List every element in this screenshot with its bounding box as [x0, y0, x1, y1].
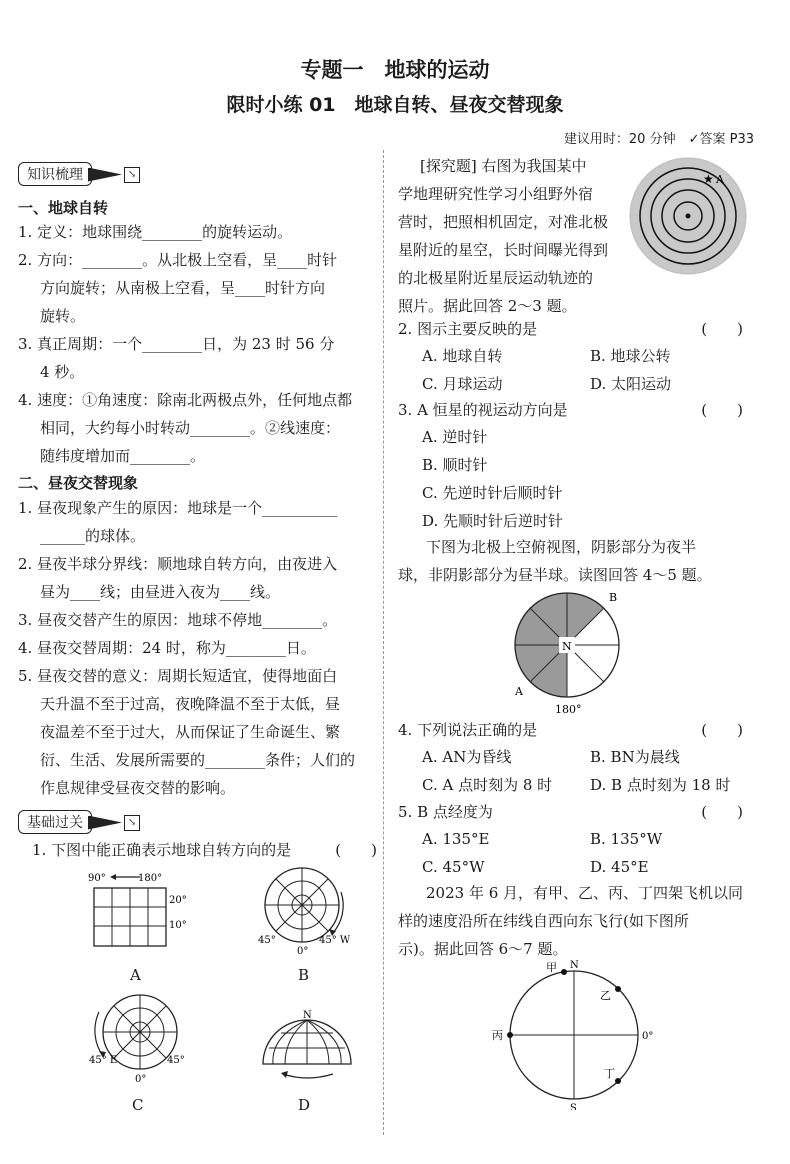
tag-label: 基础过关	[18, 810, 92, 834]
point-b-label: B	[609, 591, 618, 604]
item-meaning-5: 作息规律受昼夜交替的影响。	[40, 779, 236, 797]
plane-yi-label: 乙	[600, 989, 611, 1002]
star-icon: ★	[703, 172, 714, 186]
explore-intro	[398, 152, 628, 320]
plane-jia-label: 甲	[546, 961, 557, 974]
label-90: 90°	[88, 873, 106, 884]
pole-s-label: S	[570, 1103, 577, 1110]
explore-line-6: 照片。据此回答 2～3 题。	[398, 297, 577, 315]
star-trails-photo	[628, 152, 753, 280]
heading-rotation: 一、地球自转	[18, 199, 109, 217]
item-meaning-3: 夜温差不至于过大，从而保证了生命诞生、繁	[40, 723, 341, 741]
option: A. 逆时针	[422, 428, 488, 446]
label-45e: 45° E	[89, 1055, 118, 1066]
item-direction-3: 旋转。	[40, 307, 86, 325]
question-2	[398, 315, 743, 343]
option: D. 太阳运动	[590, 375, 672, 393]
item-speed-2: 相同，大约每小时转动________。②线速度：	[40, 419, 341, 437]
plane-bing-dot	[507, 1032, 513, 1038]
label-45: 45°	[258, 935, 276, 946]
arrowhead-icon	[281, 1071, 288, 1078]
answer-paren: ( )	[335, 841, 377, 859]
item-meaning-1: 5. 昼夜交替的意义：周期长短适宜，使得地面白	[18, 667, 338, 685]
passage-line-3: 示)。据此回答 6～7 题。	[398, 940, 568, 958]
section-tag-knowledge	[18, 162, 140, 186]
plane-jia-dot	[561, 969, 567, 975]
label-10: 10°	[169, 920, 187, 931]
option: A. 135°E	[422, 830, 490, 848]
label-n: N	[303, 1010, 312, 1021]
question-5-options	[422, 825, 772, 881]
passage-planes	[398, 879, 770, 963]
passage-line-2: 样的速度沿所在纬线自西向东飞行(如下图所	[398, 912, 689, 930]
answer-paren: ( )	[701, 803, 743, 821]
passage-polar-view	[398, 533, 768, 589]
option: D. B 点时刻为 18 时	[590, 776, 731, 794]
item-direction-2: 方向旋转；从南极上空看，呈____时针方向	[40, 279, 326, 297]
option: D. 先顺时针后逆时针	[422, 512, 564, 530]
figure-d-hemisphere	[255, 1008, 360, 1083]
heading-day-night: 二、昼夜交替现象	[18, 474, 139, 492]
page-subtitle: 限时小练 01 地球自转、昼夜交替现象	[226, 94, 564, 116]
item-speed-3: 随纬度增加而________。	[40, 447, 206, 465]
option: B. 135°W	[590, 830, 663, 848]
item-period-2: 4 秒。	[40, 363, 85, 381]
day-night-polar-diagram	[505, 588, 655, 718]
explore-line-2: 学地理研究性学习小组野外宿	[398, 185, 594, 203]
column-divider	[383, 150, 384, 1135]
plane-bing-label: 丙	[492, 1029, 503, 1042]
answer-paren: ( )	[701, 721, 743, 739]
option: A. 地球自转	[422, 347, 503, 365]
answer-paren: ( )	[701, 320, 743, 338]
option: A. AN为昏线	[422, 748, 512, 766]
passage-line-1: 下图为北极上空俯视图，阴影部分为夜半	[426, 538, 697, 556]
label-20: 20°	[169, 895, 187, 906]
item-meaning-4: 衍、生活、发展所需要的________条件；人们的	[40, 751, 356, 769]
question-4	[398, 716, 743, 744]
item-cause-1: 1. 昼夜现象产生的原因：地球是一个__________	[18, 499, 338, 517]
label-0: 0°	[135, 1074, 147, 1085]
item-meaning-2: 天升温不至于过高，夜晚降温不至于太低，昼	[40, 695, 341, 713]
planes-circle-diagram	[490, 960, 660, 1110]
option: C. 月球运动	[422, 375, 503, 393]
figure-b-label: B	[298, 966, 310, 984]
rotation-arrow	[95, 1012, 103, 1056]
tag-arrow-icon	[88, 168, 122, 182]
knowledge-list-2	[18, 494, 376, 802]
pole-n-label: N	[562, 640, 572, 653]
item-alternation: 3. 昼夜交替产生的原因：地球不停地________。	[18, 611, 338, 629]
figure-d-label: D	[298, 1096, 311, 1114]
time-and-answer-ref: 建议用时：20 分钟 ✓答案 P33	[563, 132, 754, 147]
label-45: 45°	[167, 1055, 185, 1066]
question-3-text: 3. A 恒星的视运动方向是	[398, 401, 568, 419]
label-45w: 45° W	[319, 935, 351, 946]
figure-c-polar	[85, 990, 195, 1085]
page-title: 专题一 地球的运动	[300, 58, 490, 82]
question-3	[398, 396, 743, 424]
label-0: 0°	[297, 946, 309, 957]
explore-line-1: [探究题] 右图为我国某中	[420, 157, 587, 175]
rotation-arrow	[283, 1074, 333, 1078]
item-boundary-1: 2. 昼夜半球分界线：顺地球自转方向，由夜进入	[18, 555, 338, 573]
tag-label: 知识梳理	[18, 162, 92, 186]
question-4-text: 4. 下列说法正确的是	[398, 721, 538, 739]
label-180: 180°	[138, 873, 163, 884]
option: C. A 点时刻为 8 时	[422, 776, 553, 794]
question-5	[398, 798, 743, 826]
expand-icon: ↘	[124, 815, 140, 831]
item-speed-1: 4. 速度：①角速度：除南北两极点外，任何地点都	[18, 391, 353, 409]
option: B. BN为晨线	[590, 748, 680, 766]
option: C. 45°W	[422, 858, 485, 876]
explore-line-4: 星附近的星空，长时间曝光得到	[398, 241, 609, 259]
label-0: 0°	[642, 1031, 654, 1042]
figure-c-label: C	[132, 1096, 144, 1114]
item-period-1: 3. 真正周期：一个________日，为 23 时 56 分	[18, 335, 335, 353]
question-3-options	[422, 423, 762, 535]
item-direction-1: 2. 方向：________。从北极上空看，呈____时针	[18, 251, 338, 269]
figure-a-label: A	[130, 966, 141, 984]
option: B. 地球公转	[590, 347, 671, 365]
item-cycle: 4. 昼夜交替周期：24 时，称为________日。	[18, 639, 316, 657]
knowledge-list-1	[18, 218, 376, 470]
item-definition: 1. 定义：地球围绕________的旋转运动。	[18, 223, 293, 241]
explore-line-3: 营时，把照相机固定，对准北极	[398, 213, 609, 231]
item-cause-2: ______的球体。	[40, 527, 146, 545]
point-a-label: A	[515, 685, 523, 698]
pole-n-label: N	[570, 960, 579, 971]
label-180: 180°	[555, 703, 582, 716]
arrowhead-icon	[110, 874, 116, 880]
option: C. 先逆时针后顺时针	[422, 484, 563, 502]
plane-yi-dot	[615, 986, 621, 992]
figure-a-grid	[80, 868, 195, 953]
plane-ding-dot	[615, 1078, 621, 1084]
passage-line-2: 球，非阴影部分为昼半球。读图回答 4～5 题。	[398, 566, 712, 584]
explore-line-5: 的北极星附近星辰运动轨迹的	[398, 269, 594, 287]
passage-line-1: 2023 年 6 月，有甲、乙、丙、丁四架飞机以同	[426, 884, 744, 902]
question-1-text: 1. 下图中能正确表示地球自转方向的是	[32, 841, 292, 859]
plane-ding-label: 丁	[604, 1067, 615, 1080]
tag-arrow-icon	[88, 816, 122, 830]
question-2-options	[422, 342, 762, 398]
star-a-label: A	[716, 173, 724, 186]
question-4-options	[422, 743, 772, 799]
question-2-text: 2. 图示主要反映的是	[398, 320, 538, 338]
figure-b-polar	[252, 860, 357, 960]
item-boundary-2: 昼为____线；由昼进入夜为____线。	[40, 583, 281, 601]
answer-paren: ( )	[701, 401, 743, 419]
question-5-text: 5. B 点经度为	[398, 803, 493, 821]
option: D. 45°E	[590, 858, 649, 876]
option: B. 顺时针	[422, 456, 488, 474]
expand-icon: ↘	[124, 167, 140, 183]
section-tag-basic	[18, 810, 140, 834]
